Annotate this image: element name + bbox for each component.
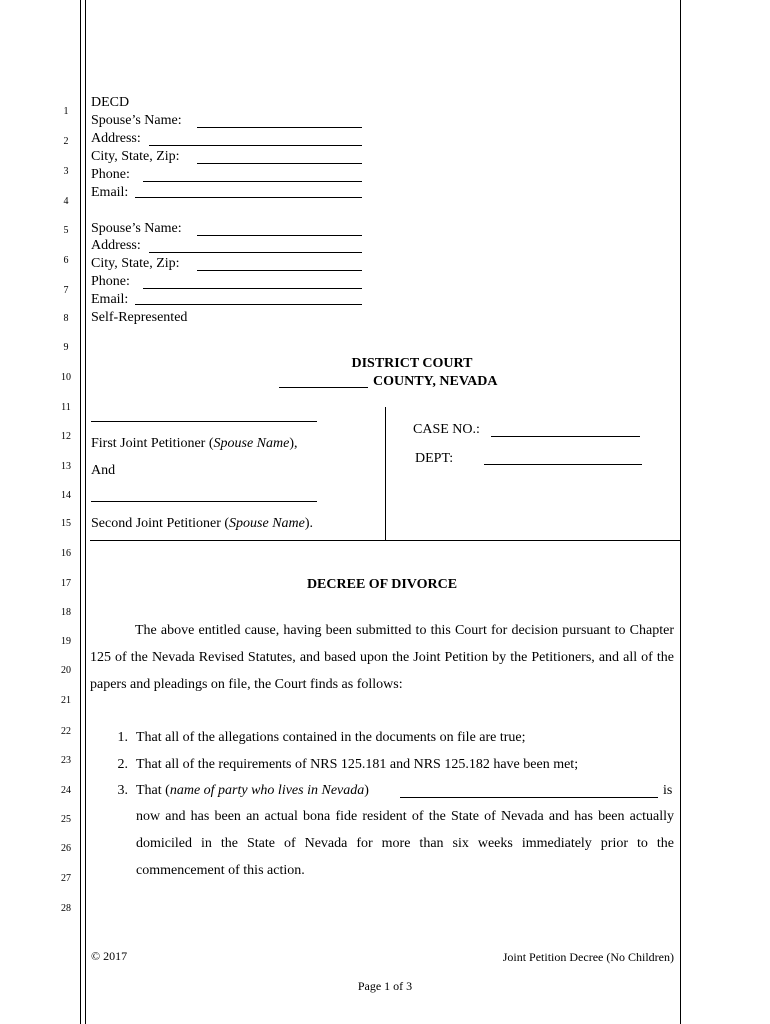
line-number: 22 [61,726,71,737]
caption-divider-horizontal [90,540,680,541]
intro-paragraph: The above entitled cause, having been submitted to this Court for decision pursuant to Chapter 125 of the Nevada Revised Statutes, and based upon the Joint Petition by the Petitioners, and all of the papers and pleadings on file, the Court finds as follows: [90,623,674,692]
copyright: © 2017 [91,949,128,963]
spouse1-address-label: Address: [91,131,141,146]
first-petitioner-label [91,435,298,453]
first-petitioner-spouse-name: Spouse Name [213,436,290,451]
spouse1-phone-label: Phone: [91,167,130,182]
caption-divider-vertical [385,407,386,541]
line-number: 23 [61,755,71,766]
line-number: 7 [63,285,69,296]
line-number: 27 [61,873,71,884]
spouse1-name-row [91,112,182,130]
finding-number: 1. [117,730,128,745]
line-number: 15 [61,518,71,529]
line-number: 6 [63,255,69,266]
second-petitioner-prefix: Second Joint Petitioner ( [91,516,230,531]
line-number: 14 [61,490,71,501]
spouse2-email-label: Email: [91,292,129,307]
dept-field[interactable] [484,451,642,465]
spouse1-email-field[interactable] [135,184,362,198]
spouse1-city-label: City, State, Zip: [91,149,180,164]
second-petitioner-spouse-name: Spouse Name [229,516,305,531]
finding-number: 3. [117,783,128,798]
first-petitioner-suffix: ), [289,436,298,451]
spouse1-name-field[interactable] [197,114,362,128]
document-title: DECREE OF DIVORCE [306,577,458,592]
right-margin-rule [680,0,681,1024]
spouse1-name-label: Spouse’s Name: [91,113,182,128]
line-number: 21 [61,695,71,706]
finding3-continuation: now and has been an actual bona fide resident of the State of Nevada and has been actually domiciled in the State of Nevada for more than six weeks immediately prior to the commencement of this action. [136,809,674,878]
finding-text: That all of the allegations contained in the documents on file are true; [136,730,526,745]
first-petitioner-prefix: First Joint Petitioner ( [91,436,214,451]
spouse1-email-label: Email: [91,185,129,200]
finding-number: 2. [117,757,128,772]
finding3-italic: name of party who lives in Nevada [169,783,365,798]
spouse2-phone-field[interactable] [143,275,362,289]
line-number: 11 [61,402,71,413]
county-state: COUNTY, NEVADA [373,374,498,389]
spouse1-city-field[interactable] [197,150,362,164]
line-number: 19 [61,636,71,647]
dept-label: DEPT: [415,451,454,466]
spouse2-city-label: City, State, Zip: [91,256,180,271]
line-number: 9 [63,342,69,353]
spouse2-name-label: Spouse’s Name: [91,221,182,236]
spouse2-address-field[interactable] [149,239,362,253]
spouse2-name-field[interactable] [197,222,362,236]
left-margin-rule-inner [85,0,86,1024]
line-number: 3 [63,166,69,177]
line-number: 16 [61,548,71,559]
second-petitioner-field[interactable] [91,488,317,502]
line-number: 20 [61,665,71,676]
finding3-prefix: That ( [136,783,170,798]
finding3-end: is [663,783,673,798]
case-no-label: CASE NO.: [413,422,480,437]
spouse2-phone-label: Phone: [91,274,130,289]
second-petitioner-suffix: ). [304,516,314,531]
spouse2-email-field[interactable] [135,291,362,305]
finding-text: That all of the requirements of NRS 125.181 and NRS 125.182 have been met; [136,757,579,772]
finding3-suffix: ) [364,783,369,798]
and-label: And [91,463,116,478]
spouse1-address-field[interactable] [149,132,362,146]
self-represented-label: Self-Represented [91,310,188,325]
line-number: 5 [63,225,69,236]
line-number: 8 [63,313,69,324]
line-number: 17 [61,578,71,589]
nevada-resident-name-field[interactable] [400,784,658,798]
first-petitioner-field[interactable] [91,408,317,422]
line-number: 26 [61,843,71,854]
line-number: 12 [61,431,71,442]
line-number: 25 [61,814,71,825]
line-number: 28 [61,903,71,914]
spouse1-phone-field[interactable] [143,168,362,182]
spouse2-city-field[interactable] [197,257,362,271]
spouse2-address-label: Address: [91,238,141,253]
county-blank[interactable] [279,374,368,388]
line-number: 2 [63,136,69,147]
line-number: 24 [61,785,71,796]
line-number: 13 [61,461,71,472]
form-name: Joint Petition Decree (No Children) [502,950,674,964]
second-petitioner-label [91,515,313,533]
finding-text [136,782,369,800]
document-code: DECD [91,95,130,110]
line-number: 10 [61,372,71,383]
line-number: 4 [63,196,69,207]
court-name: DISTRICT COURT [351,356,473,371]
case-no-field[interactable] [491,423,640,437]
left-margin-rule-outer [80,0,81,1024]
page-number: Page 1 of 3 [357,979,413,993]
line-number: 1 [63,106,69,117]
line-number: 18 [61,607,71,618]
